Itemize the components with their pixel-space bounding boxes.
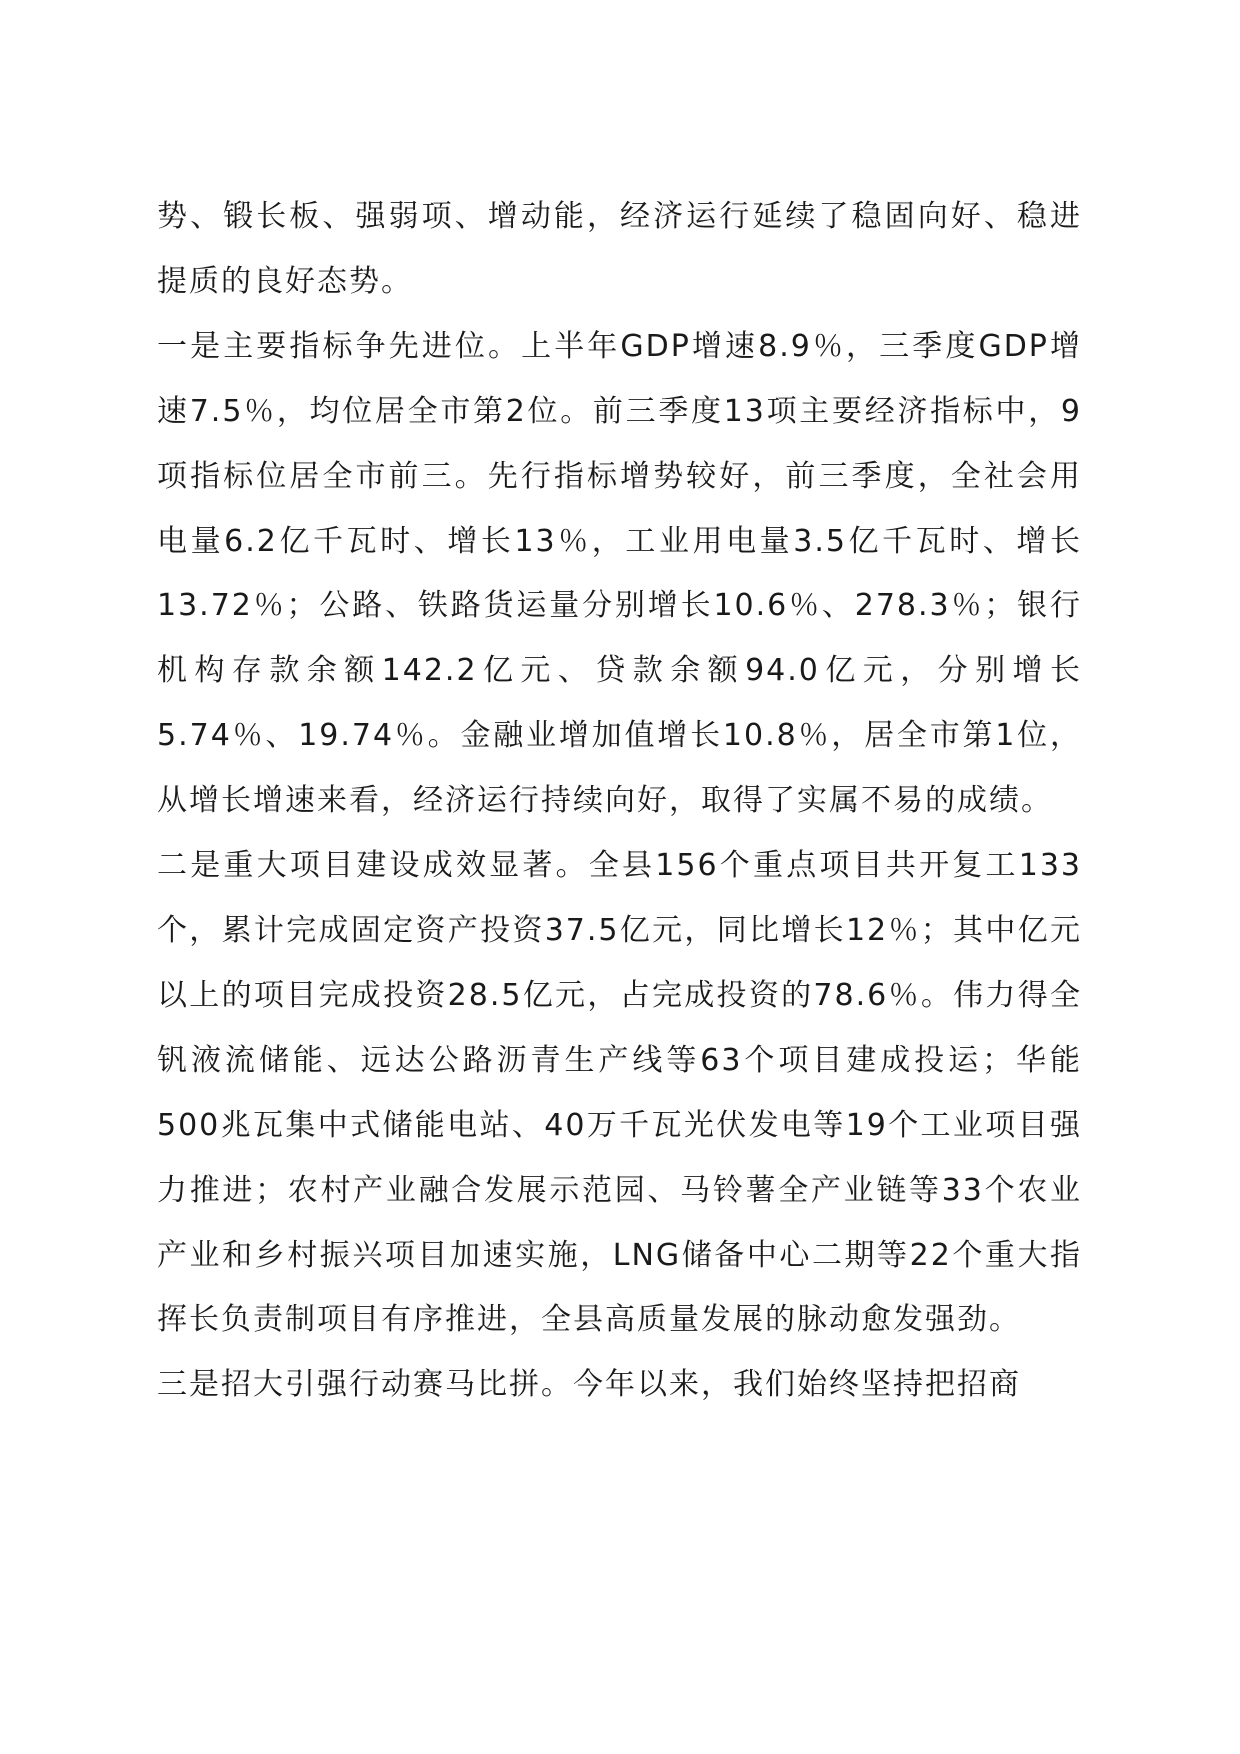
body-text — [157, 185, 1082, 1418]
paragraph-investment-attraction: 三是招大引强行动赛马比拼。今年以来，我们始终坚持把招商 — [157, 1367, 1021, 1403]
paragraph-major-projects: 二是重大项目建设成效显著。全县156个重点项目共开复工133个，累计完成固定资产投资37.5亿元，同比增长12％；其中亿元以上的项目完成投资28.5亿元，占完成投资的78.6％。伟力得全钒液流储能、远达公路沥青生产线等63个项目建成投运；华能500兆瓦集中式储能电站、40万千瓦光伏发电等19个工业项目强力推进；农村产业融合发展示范园、马铃薯全产业链等33个农业产业和乡村振兴项目加速实施，LNG储备中心二期等22个重大指挥长负责制项目有序推进，全县高质量发展的脉动愈发强劲。 — [157, 848, 1082, 1338]
paragraph-continuation: 势、锻长板、强弱项、增动能，经济运行延续了稳固向好、稳进提质的良好态势。 — [157, 199, 1082, 299]
paragraph-key-indicators: 一是主要指标争先进位。上半年GDP增速8.9％，三季度GDP增速7.5％，均位居全市第2位。前三季度13项主要经济指标中，9项指标位居全市前三。先行指标增势较好，前三季度，全社会用电量6.2亿千瓦时、增长13％，工业用电量3.5亿千瓦时、增长13.72％；公路、铁路货运量分别增长10.6％、278.3％；银行机构存款余额142.2亿元、贷款余额94.0亿元，分别增长5.74％、19.74％。金融业增加值增长10.8％，居全市第1位，从增长增速来看，经济运行持续向好，取得了实属不易的成绩。 — [157, 328, 1082, 819]
